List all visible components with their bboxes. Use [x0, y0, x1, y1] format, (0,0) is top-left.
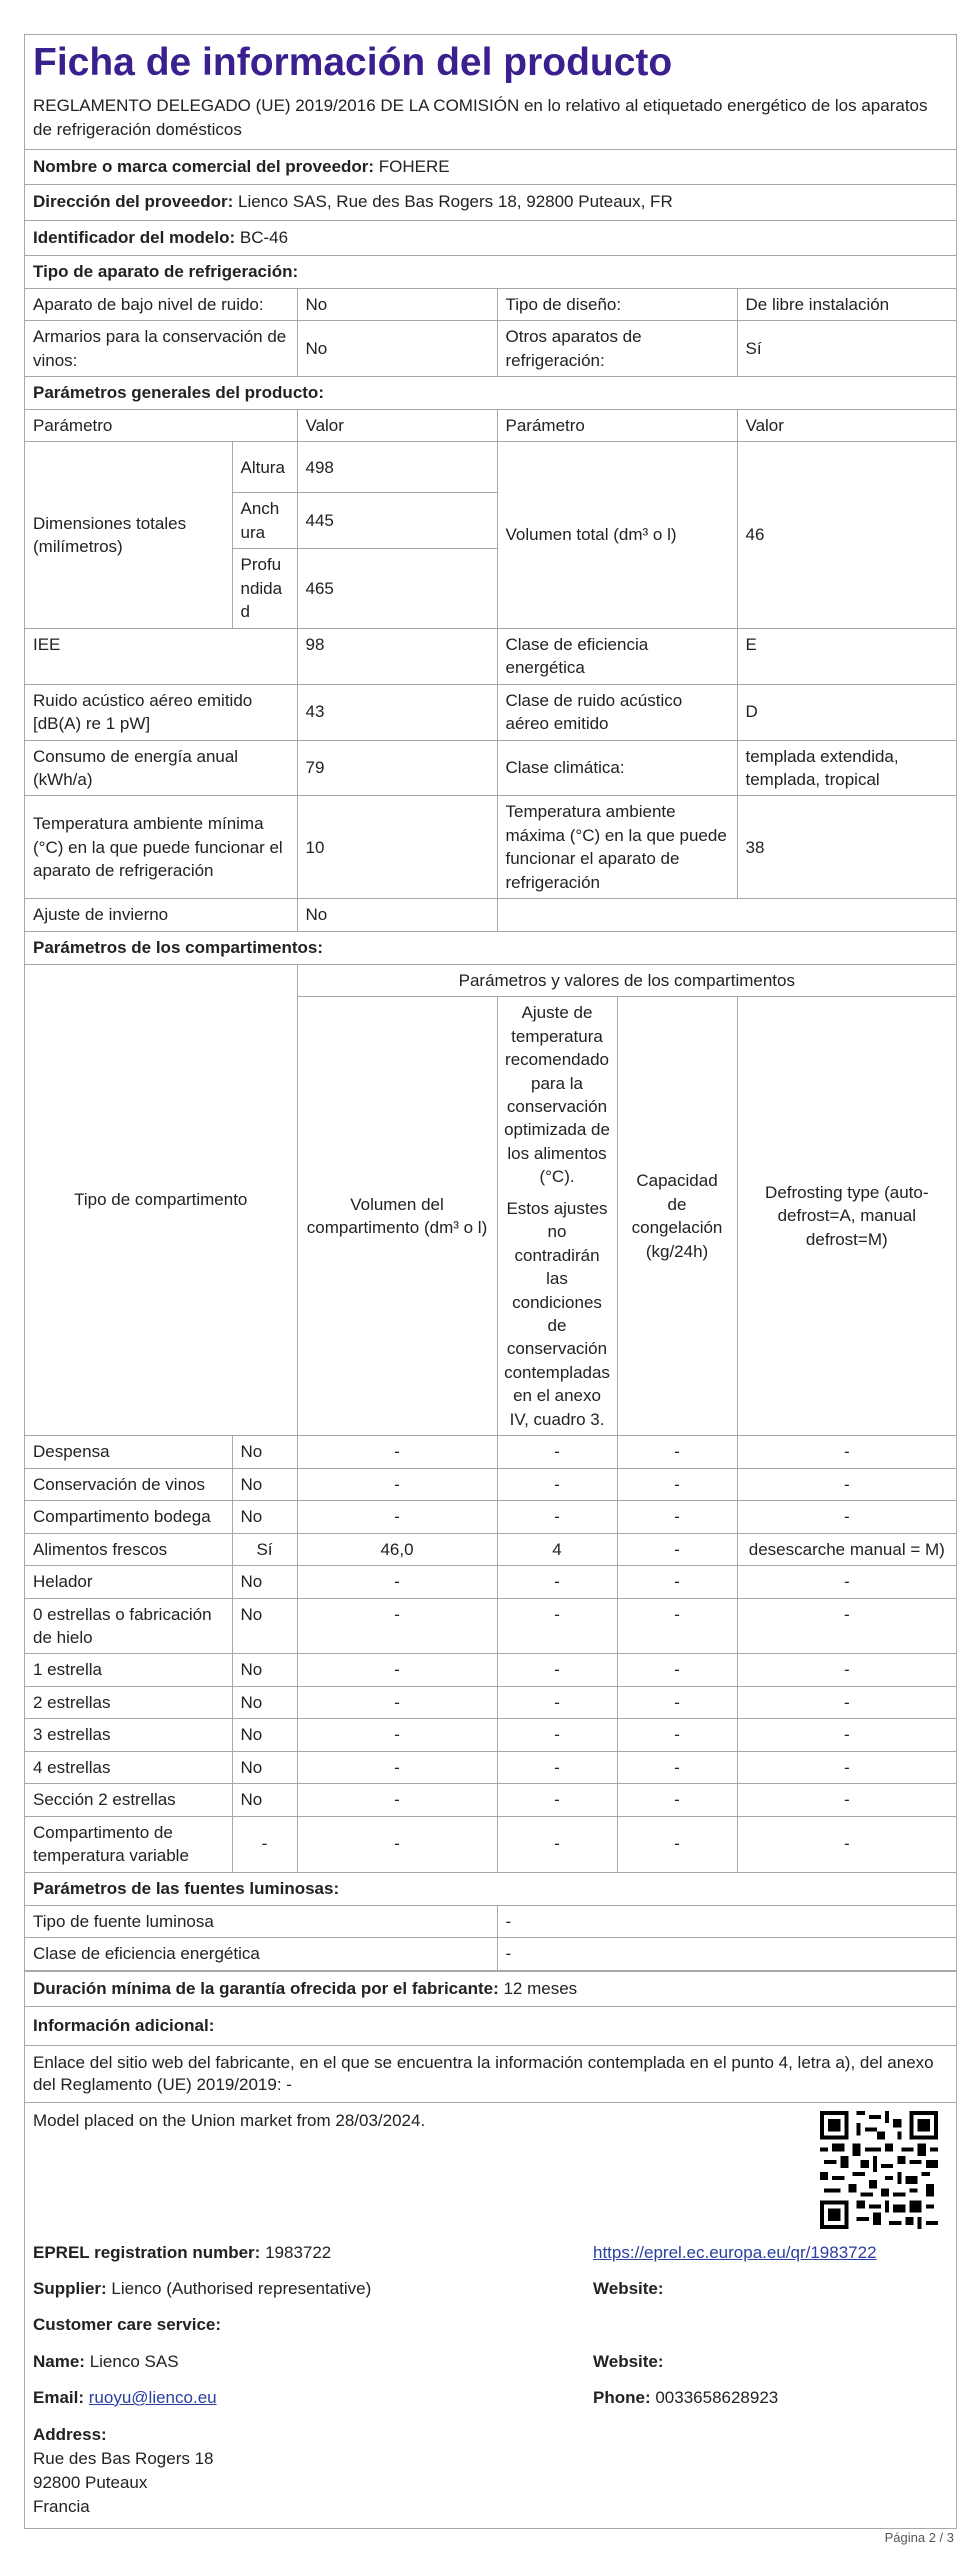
other-appliance-value: Sí [737, 321, 956, 377]
table-row [25, 1751, 956, 1783]
max-temp-value: 38 [737, 796, 956, 899]
warranty-row [25, 1971, 956, 2007]
empty-cell [497, 899, 956, 931]
compartment-name: 4 estrellas [25, 1751, 232, 1783]
light-type-value: - [497, 1906, 956, 1938]
care-name-row [33, 2352, 179, 2372]
compartment-defrost: - [737, 1784, 956, 1816]
compartment-present: No [232, 1468, 297, 1500]
compartment-defrost: - [737, 1566, 956, 1598]
compartment-capacity: - [617, 1566, 737, 1598]
eprel-label: EPREL registration number: [33, 2242, 261, 2262]
care-email-row [33, 2388, 217, 2408]
light-class-label: Clase de eficiencia energética [25, 1938, 497, 1970]
care-phone-value: 0033658628923 [655, 2387, 779, 2407]
col-param-header: Parámetro [25, 410, 297, 442]
table-row [25, 1816, 956, 1872]
light-type-label: Tipo de fuente luminosa [25, 1906, 497, 1938]
compartment-name: Conservación de vinos [25, 1468, 232, 1500]
care-address-line1: Rue des Bas Rogers 18 [33, 2448, 214, 2468]
light-class-value: - [497, 1938, 956, 1970]
supplier-name-row [25, 150, 956, 185]
warranty-value: 12 meses [503, 1978, 578, 1998]
supplier-name-value: FOHERE [378, 157, 450, 177]
compartment-temp: - [497, 1598, 617, 1654]
compartment-volume: - [297, 1436, 497, 1468]
design-type-label: Tipo de diseño: [497, 289, 737, 321]
compartment-volume: - [297, 1501, 497, 1533]
compartment-capacity: - [617, 1816, 737, 1872]
light-source-heading: Parámetros de las fuentes luminosas: [25, 1873, 956, 1906]
compartment-defrost: - [737, 1598, 956, 1654]
compartment-capacity: - [617, 1719, 737, 1751]
winter-setting-label: Ajuste de invierno [25, 899, 297, 931]
height-value: 498 [297, 442, 497, 493]
climate-class-label: Clase climática: [497, 740, 737, 796]
energy-consumption-value: 79 [297, 740, 497, 796]
compartment-volume: - [297, 1719, 497, 1751]
light-source-table [25, 1906, 956, 1971]
compartment-present: No [232, 1686, 297, 1718]
table-row [25, 1784, 956, 1816]
compartment-present: Sí [232, 1533, 297, 1565]
model-id-value: BC-46 [239, 227, 289, 247]
compartment-volume: - [297, 1566, 497, 1598]
model-id-label: Identificador del modelo: [33, 227, 236, 247]
temp-col-header-note: Estos ajustes no contradirán las condiciones de conservación contempladas en el anexo IV, cuadro 3. [504, 1198, 610, 1429]
compartment-volume: - [297, 1784, 497, 1816]
compartment-temp: - [497, 1566, 617, 1598]
compartment-temp: - [497, 1686, 617, 1718]
product-info-sheet [24, 34, 957, 2529]
compartment-capacity: - [617, 1686, 737, 1718]
temp-col-header-text: Ajuste de temperatura recomendado para la conservación optimizada de los alimentos (°C). [504, 1003, 610, 1187]
low-noise-label: Aparato de bajo nivel de ruido: [25, 289, 297, 321]
care-email-label: Email: [33, 2387, 85, 2407]
compartment-present: No [232, 1566, 297, 1598]
compartment-name: Helador [25, 1566, 232, 1598]
energy-consumption-label: Consumo de energía anual (kWh/a) [25, 740, 297, 796]
compartment-name: Compartimento de temperatura variable [25, 1816, 232, 1872]
compartment-temp: - [497, 1816, 617, 1872]
compartment-name: Alimentos frescos [25, 1533, 232, 1565]
depth-value: 465 [297, 549, 497, 628]
compartment-temp: - [497, 1501, 617, 1533]
compartment-temp: - [497, 1654, 617, 1686]
model-id-row [25, 221, 956, 256]
col-param-header-2: Parámetro [497, 410, 737, 442]
compartment-volume: - [297, 1468, 497, 1500]
compartment-defrost: - [737, 1686, 956, 1718]
compartment-capacity: - [617, 1436, 737, 1468]
compartment-temp: - [497, 1436, 617, 1468]
compartment-present: - [232, 1816, 297, 1872]
compartment-present: No [232, 1654, 297, 1686]
table-row [25, 1533, 956, 1565]
general-params-heading: Parámetros generales del producto: [25, 377, 956, 410]
compartment-name: Compartimento bodega [25, 1501, 232, 1533]
warranty-label: Duración mínima de la garantía ofrecida por el fabricante: [33, 1978, 499, 1998]
table-row [25, 1598, 956, 1654]
eprel-row [33, 2243, 331, 2263]
compartment-name: Despensa [25, 1436, 232, 1468]
dimensions-label: Dimensiones totales (milímetros) [25, 442, 232, 628]
compartment-name: 1 estrella [25, 1654, 232, 1686]
eprel-link-text[interactable]: https://eprel.ec.europa.eu/qr/1983722 [593, 2242, 877, 2262]
care-address-line2: 92800 Puteaux [33, 2472, 148, 2492]
additional-info-heading: Información adicional: [25, 2007, 956, 2046]
compartment-defrost: - [737, 1468, 956, 1500]
compartment-volume: - [297, 1751, 497, 1783]
compartment-temp: 4 [497, 1533, 617, 1565]
compartment-present: No [232, 1598, 297, 1654]
care-address-line3: Francia [33, 2496, 90, 2516]
eprel-link[interactable] [593, 2243, 877, 2263]
footer-area [25, 2103, 956, 2528]
compartment-defrost: - [737, 1436, 956, 1468]
low-noise-value: No [297, 289, 497, 321]
compartment-present: No [232, 1501, 297, 1533]
max-temp-label: Temperatura ambiente máxima (°C) en la que puede funcionar el aparato de refrigeración [497, 796, 737, 899]
eei-value: 98 [297, 628, 497, 684]
table-row [25, 1719, 956, 1751]
website-label: Website: [593, 2278, 664, 2298]
care-phone-row [593, 2388, 778, 2408]
compartment-present: No [232, 1784, 297, 1816]
temp-col-header [497, 997, 617, 1436]
volume-col-header: Volumen del compartimento (dm³ o l) [297, 997, 497, 1436]
compartment-defrost: desescarche manual = M) [737, 1533, 956, 1565]
compartment-name: Sección 2 estrellas [25, 1784, 232, 1816]
winter-setting-value: No [297, 899, 497, 931]
depth-label: Profundidad [232, 549, 297, 628]
supplier-value: Lienco (Authorised representative) [111, 2278, 372, 2298]
table-row [25, 1566, 956, 1598]
care-website-label: Website: [593, 2351, 664, 2371]
compartment-volume: - [297, 1686, 497, 1718]
compartment-capacity: - [617, 1598, 737, 1654]
climate-class-value: templada extendida, templada, tropical [737, 740, 956, 796]
supplier-address-row [25, 185, 956, 220]
table-row [25, 1436, 956, 1468]
compartment-name: 3 estrellas [25, 1719, 232, 1751]
defrost-col-header: Defrosting type (auto-defrost=A, manual defrost=M) [737, 997, 956, 1436]
noise-class-label: Clase de ruido acústico aéreo emitido [497, 684, 737, 740]
supplier-label: Supplier: [33, 2278, 107, 2298]
capacity-col-header: Capacidad de congelación (kg/24h) [617, 997, 737, 1436]
compartment-defrost: - [737, 1719, 956, 1751]
compartment-volume: - [297, 1816, 497, 1872]
market-date-text: Model placed on the Union market from 28/03/2024. [33, 2110, 426, 2130]
care-address-label: Address: [33, 2424, 107, 2444]
compartment-capacity: - [617, 1751, 737, 1783]
compartment-defrost: - [737, 1501, 956, 1533]
regulation-subtitle: REGLAMENTO DELEGADO (UE) 2019/2016 DE LA COMISIÓN en lo relativo al etiquetado energético de los aparatos de refrigeración domésticos [25, 94, 956, 151]
width-value: 445 [297, 493, 497, 549]
noise-label: Ruido acústico aéreo emitido [dB(A) re 1 pW] [25, 684, 297, 740]
care-email-link[interactable]: ruoyu@lienco.eu [88, 2387, 217, 2407]
general-params-table [25, 410, 956, 932]
page-number: Página 2 / 3 [884, 2530, 954, 2545]
col-value-header: Valor [297, 410, 497, 442]
width-label: Anchura [232, 493, 297, 549]
efficiency-class-value: E [737, 628, 956, 684]
wine-cabinet-label: Armarios para la conservación de vinos: [25, 321, 297, 377]
table-row [25, 1468, 956, 1500]
compartment-capacity: - [617, 1533, 737, 1565]
care-name-value: Lienco SAS [89, 2351, 179, 2371]
height-label: Altura [232, 442, 297, 493]
total-volume-label: Volumen total (dm³ o l) [497, 442, 737, 628]
min-temp-label: Temperatura ambiente mínima (°C) en la que puede funcionar el aparato de refrigeración [25, 796, 297, 899]
compartment-params-group-header: Parámetros y valores de los compartimentos [297, 965, 956, 997]
appliance-type-table [25, 289, 956, 377]
compartment-volume: - [297, 1654, 497, 1686]
compartment-temp: - [497, 1468, 617, 1500]
efficiency-class-label: Clase de eficiencia energética [497, 628, 737, 684]
page-title: Ficha de información del producto [33, 41, 673, 84]
compartment-present: No [232, 1719, 297, 1751]
eei-label: IEE [25, 628, 297, 684]
compartment-name: 2 estrellas [25, 1686, 232, 1718]
compartment-defrost: - [737, 1654, 956, 1686]
compartment-volume: - [297, 1598, 497, 1654]
min-temp-value: 10 [297, 796, 497, 899]
additional-info-text: Enlace del sitio web del fabricante, en el que se encuentra la información contemplada en el punto 4, letra a), del anexo del Reglamento (UE) 2019/2019: - [25, 2046, 956, 2103]
compartment-present: No [232, 1436, 297, 1468]
compartments-heading: Parámetros de los compartimentos: [25, 932, 956, 965]
other-appliance-label: Otros aparatos de refrigeración: [497, 321, 737, 377]
care-phone-label: Phone: [593, 2387, 651, 2407]
table-row [25, 1501, 956, 1533]
table-row [25, 1654, 956, 1686]
compartment-type-header: Tipo de compartimento [25, 965, 297, 1436]
total-volume-value: 46 [737, 442, 956, 628]
supplier-address-label: Dirección del proveedor: [33, 192, 234, 212]
compartment-present: No [232, 1751, 297, 1783]
table-row [25, 1686, 956, 1718]
noise-value: 43 [297, 684, 497, 740]
compartment-defrost: - [737, 1751, 956, 1783]
compartment-capacity: - [617, 1654, 737, 1686]
noise-class-value: D [737, 684, 956, 740]
compartment-capacity: - [617, 1784, 737, 1816]
customer-care-label: Customer care service: [33, 2314, 222, 2334]
design-type-value: De libre instalación [737, 289, 956, 321]
compartment-temp: - [497, 1751, 617, 1783]
compartment-name: 0 estrellas o fabricación de hielo [25, 1598, 232, 1654]
compartment-defrost: - [737, 1816, 956, 1872]
compartment-temp: - [497, 1784, 617, 1816]
compartments-table [25, 965, 956, 1873]
care-name-label: Name: [33, 2351, 85, 2371]
supplier-address-value: Lienco SAS, Rue des Bas Rogers 18, 92800 Puteaux, FR [238, 192, 673, 212]
supplier-row [33, 2279, 371, 2299]
wine-cabinet-value: No [297, 321, 497, 377]
qr-code-icon [820, 2111, 938, 2229]
supplier-name-label: Nombre o marca comercial del proveedor: [33, 157, 375, 177]
compartment-volume: 46,0 [297, 1533, 497, 1565]
eprel-value: 1983722 [265, 2242, 332, 2262]
compartment-capacity: - [617, 1501, 737, 1533]
col-value-header-2: Valor [737, 410, 956, 442]
compartment-capacity: - [617, 1468, 737, 1500]
compartment-temp: - [497, 1719, 617, 1751]
appliance-type-heading: Tipo de aparato de refrigeración: [25, 256, 956, 289]
